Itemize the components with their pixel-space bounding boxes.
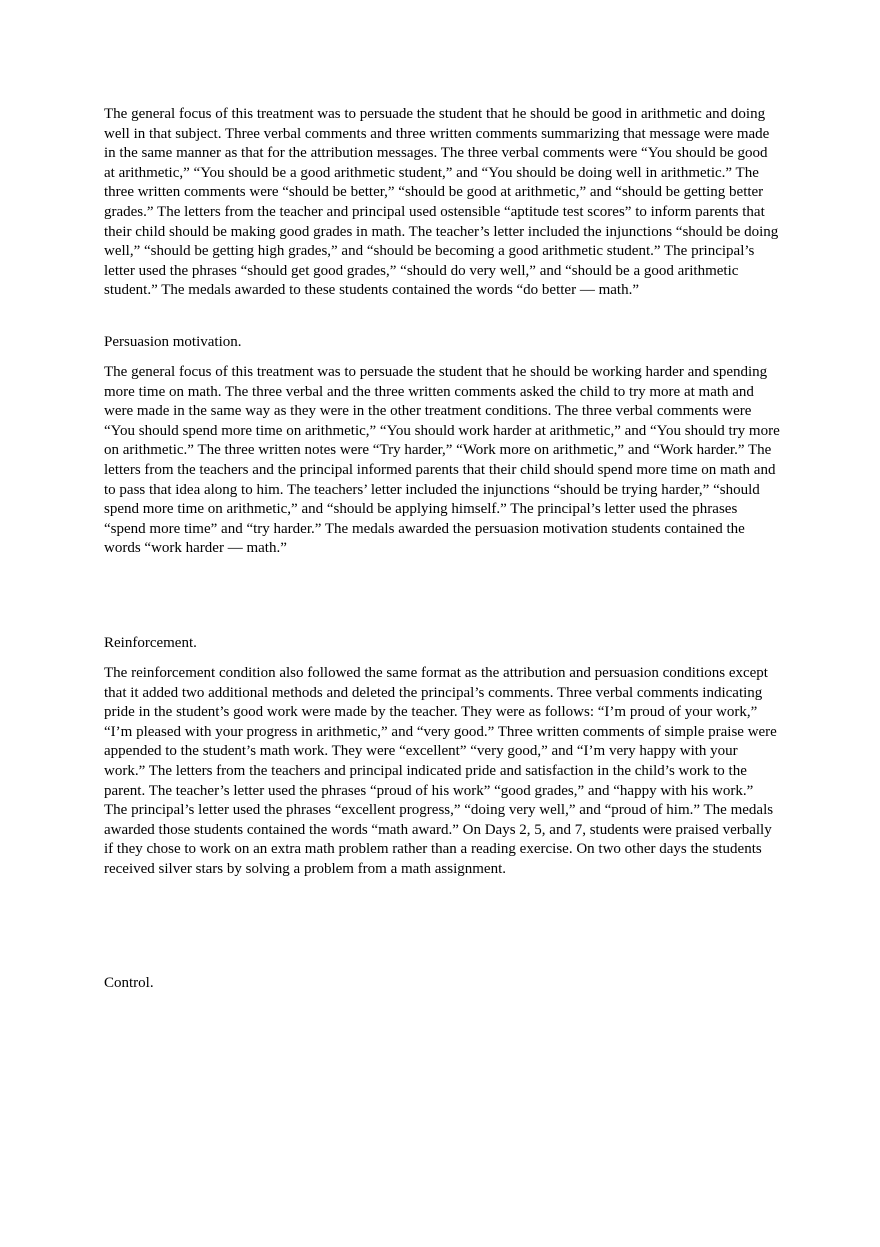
paragraph-persuasion-attribution: The general focus of this treatment was to persuade the student that he should be good in arithmetic and doing well in that subject. Three verbal comments and three written comments summarizing that message were made in the same manner as that for the attribution messages. The three verbal comments were “You should be good at arithmetic,” “You should be a good arithmetic student,” and “You should be doing well in arithmetic.” The three written comments were “should be better,” “should be good at arithmetic,” and “should be getting better grades.” The letters from the teacher and principal used ostensible “aptitude test scores” to inform parents that their child should be making good grades in math. The teacher’s letter included the injunctions “should be doing well,” “should be getting high grades,” and “should be becoming a good arithmetic student.” The principal’s letter used the phrases “should get good grades,” “should do very well,” and “should be a good arithmetic student.” The medals awarded to these students contained the words “do better — math.” bbox=[104, 106, 779, 299]
heading-control: Control. bbox=[104, 975, 154, 991]
paragraph-reinforcement: The reinforcement condition also followed the same format as the attribution and persuasion conditions except that it added two additional methods and deleted the principal’s comments. Three verbal comments indicating pride in the student’s good work were made by the teacher. They were as follows: “I’m proud of your work,” “I’m pleased with your progress in arithmetic,” and “very good.” Three written comments of simple praise were appended to the student’s math work. They were “excellent” “very good,” and “I’m very happy with your work.” The letters from the teachers and principal indicated pride and satisfaction in the child’s work to the parent. The teacher’s letter used the phrases “proud of his work” “good grades,” and “happy with his work.” The principal’s letter used the phrases “excellent progress,” “doing very well,” and “proud of him.” The medals awarded those students contained the words “math award.” On Days 2, 5, and 7, students were praised verbally if they chose to work on an extra math problem rather than a reading exercise. On two other days the students received silver stars by solving a problem from a math assignment. bbox=[104, 665, 777, 877]
paragraph-persuasion-motivation: The general focus of this treatment was to persuade the student that he should be working harder and spending more time on math. The three verbal and the three written comments asked the child to try more at math and were made in the same way as they were in the other treatment conditions. The three verbal comments were “You should spend more time on arithmetic,” “You should work harder at arithmetic,” and “You should try more on arithmetic.” The three written notes were “Try harder,” “Work more on arithmetic,” and “Work harder.” The letters from the teachers and the principal informed parents that their child should spend more time on math and to pass that idea along to him. The teachers’ letter included the injunctions “should be trying harder,” “should spend more time on arithmetic,” and “should be applying himself.” The principal’s letter used the phrases “spend more time” and “try harder.” The medals awarded the persuasion motivation students contained the words “work harder — math.” bbox=[104, 364, 780, 557]
heading-persuasion-motivation: Persuasion motivation. bbox=[104, 334, 242, 350]
heading-reinforcement: Reinforcement. bbox=[104, 635, 197, 651]
